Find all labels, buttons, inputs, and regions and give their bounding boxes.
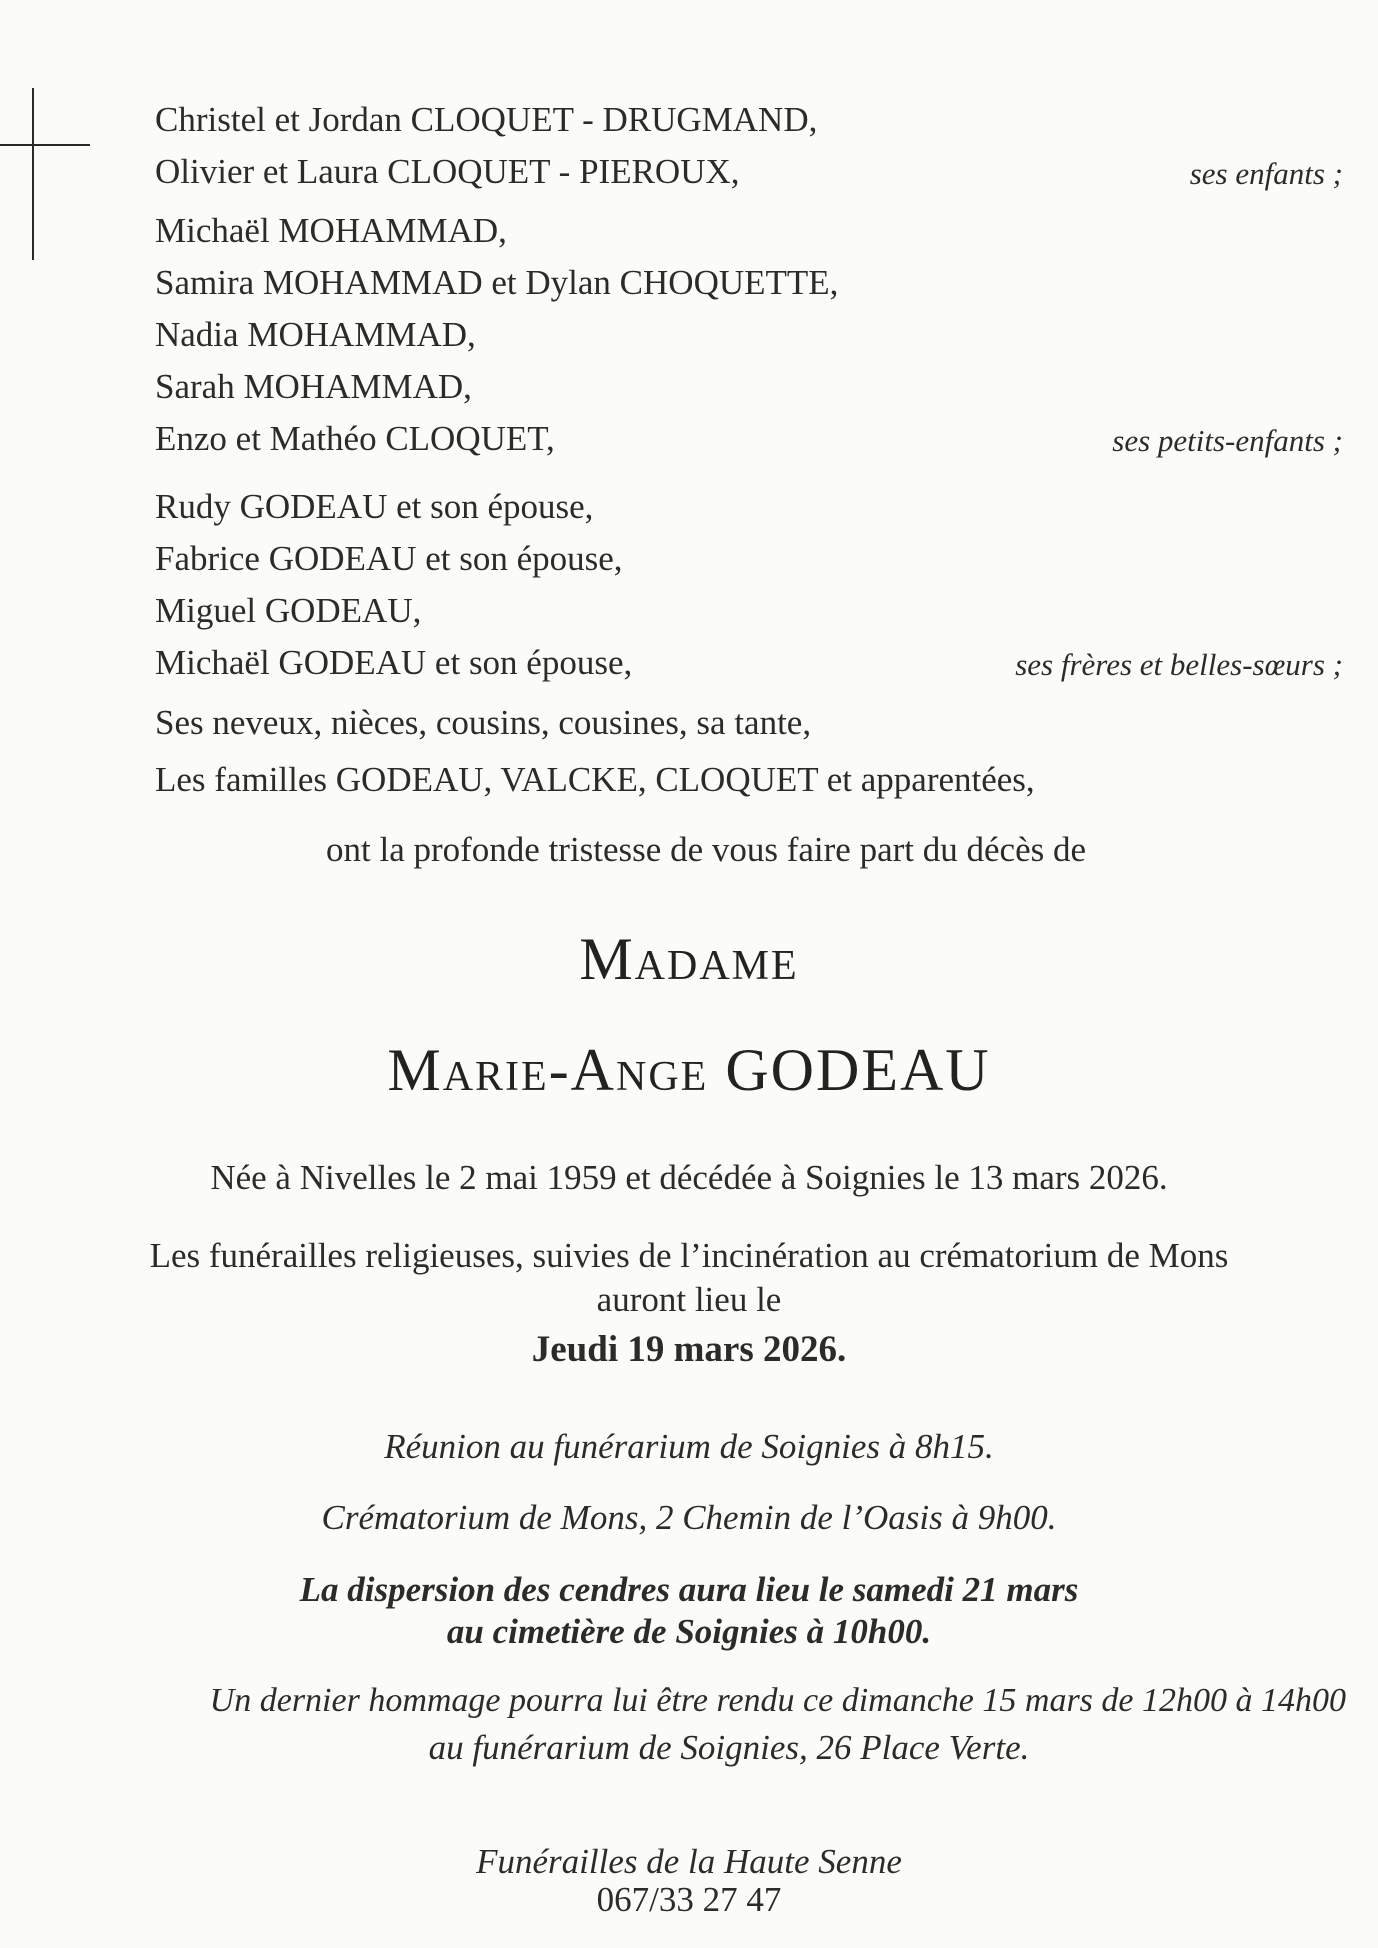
family-line: Michaël MOHAMMAD,	[155, 211, 507, 250]
deceased-title: Madame	[579, 926, 799, 992]
funeral-home: Funérailles de la Haute Senne	[476, 1842, 902, 1881]
crematorium-info: Crématorium de Mons, 2 Chemin de l’Oasis à 9h00.	[321, 1498, 1057, 1537]
family-line: Nadia MOHAMMAD,	[155, 315, 476, 354]
family-line: Sarah MOHAMMAD,	[155, 367, 472, 406]
family-line: Miguel GODEAU,	[155, 591, 422, 630]
family-line: Christel et Jordan CLOQUET - DRUGMAND,	[155, 100, 818, 139]
funeral-date: Jeudi 19 mars 2026.	[531, 1329, 847, 1370]
dispersion-info: au cimetière de Soignies à 10h00.	[446, 1612, 932, 1651]
homage-info: au funérarium de Soignies, 26 Place Verte.	[428, 1728, 1030, 1767]
funeral-info: Les funérailles religieuses, suivies de l’incinération au crématorium de Mons	[149, 1236, 1229, 1275]
birth-death: Née à Nivelles le 2 mai 1959 et décédée à Soignies le 13 mars 2026.	[210, 1158, 1168, 1197]
meeting-info: Réunion au funérarium de Soignies à 8h15.	[384, 1427, 994, 1466]
relation-label: ses frères et belles-sœurs ;	[1015, 647, 1343, 682]
family-line: Michaël GODEAU et son épouse,	[155, 643, 633, 682]
cross-icon	[32, 88, 34, 260]
family-line: Enzo et Mathéo CLOQUET,	[155, 419, 555, 458]
dispersion-info: La dispersion des cendres aura lieu le samedi 21 mars	[299, 1570, 1079, 1609]
family-line: Fabrice GODEAU et son épouse,	[155, 539, 623, 578]
family-line: Olivier et Laura CLOQUET - PIEROUX,	[155, 152, 740, 191]
deceased-name: Marie-Ange GODEAU	[387, 1037, 991, 1103]
cross-icon-bar	[0, 144, 90, 146]
family-line: Rudy GODEAU et son épouse,	[155, 487, 594, 526]
announcement: ont la profonde tristesse de vous faire part du décès de	[326, 830, 1087, 869]
family-line: Samira MOHAMMAD et Dylan CHOQUETTE,	[155, 263, 839, 302]
phone-number: 067/33 27 47	[596, 1880, 782, 1919]
family-line: Les familles GODEAU, VALCKE, CLOQUET et apparentées,	[155, 760, 1035, 799]
relation-label: ses petits-enfants ;	[1112, 423, 1343, 458]
relation-label: ses enfants ;	[1189, 156, 1343, 191]
family-line: Ses neveux, nièces, cousins, cousines, sa tante,	[155, 703, 812, 742]
homage-info: Un dernier hommage pourra lui être rendu ce dimanche 15 mars de 12h00 à 14h00	[209, 1682, 1346, 1719]
funeral-info: auront lieu le	[596, 1280, 782, 1319]
